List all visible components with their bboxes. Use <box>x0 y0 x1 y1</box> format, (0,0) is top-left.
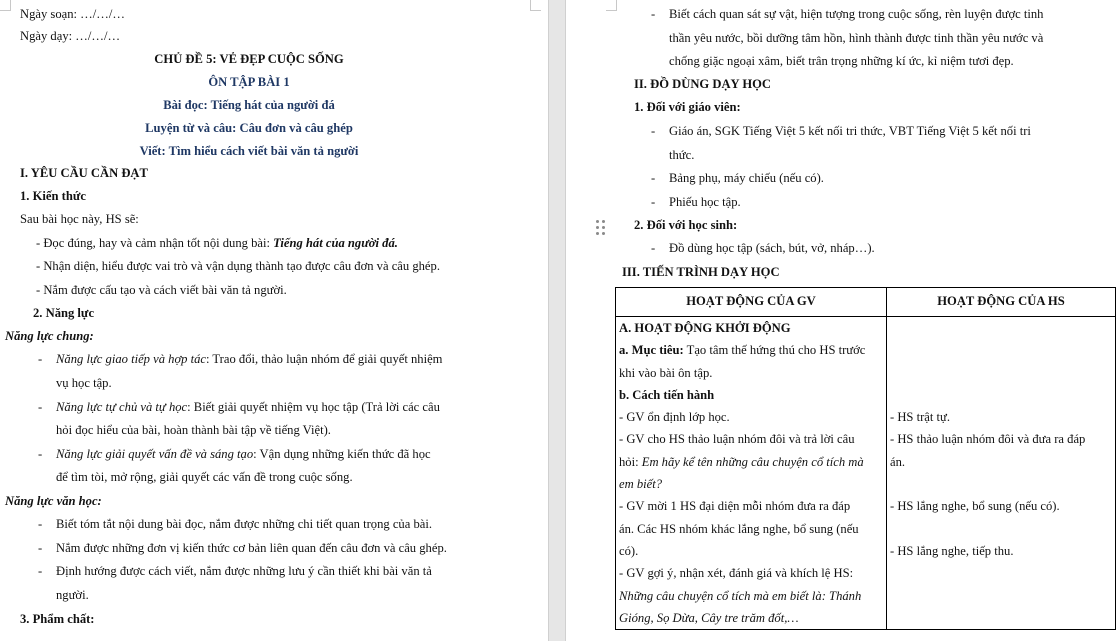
student-activity-cell <box>887 317 1116 630</box>
knowledge-item-1: - Đọc đúng, hay và cảm nhận tốt nội dung bài: Tiếng hát của người đá. <box>36 236 398 250</box>
dash-marker: - <box>651 7 656 21</box>
question-line: hỏi: Em hãy kể tên những câu chuyện cổ tích mà <box>619 454 864 469</box>
competence-item-3-cont: để tìm tòi, mở rộng, giải quyết các vấn đề trong cuộc sống. <box>56 470 353 484</box>
grammar-title: Luyện từ và câu: Câu đơn và câu ghép <box>145 121 353 135</box>
table-header-row <box>616 288 1116 317</box>
table-line: - HS lắng nghe, tiếp thu. <box>890 543 1014 558</box>
subheading-competence: 2. Năng lực <box>33 306 95 320</box>
competence-item-1: Năng lực giao tiếp và hợp tác: Trao đổi, thảo luận nhóm để giải quyết nhiệm <box>56 352 443 366</box>
objective-line: a. Mục tiêu: Tạo tâm thế hứng thú cho HS trước <box>619 343 866 358</box>
table-line <box>890 384 1112 406</box>
literary-item-2: Nắm được những đơn vị kiến thức cơ bản liên quan đến câu đơn và câu ghép. <box>56 541 447 555</box>
table-line: án. <box>890 454 906 469</box>
teacher-item-1: Giáo án, SGK Tiếng Việt 5 kết nối tri thức, VBT Tiếng Việt 5 kết nối tri <box>669 124 1031 138</box>
teacher-item-1-cont: thức. <box>669 148 695 162</box>
knowledge-item-2: - Nhận diện, hiểu được vai trò và vận dụng thành tạo được câu đơn và câu ghép. <box>36 259 440 273</box>
subheading-student: 2. Đối với học sinh: <box>634 218 738 232</box>
dash-marker: - <box>651 241 656 255</box>
dash-marker: - <box>38 517 43 531</box>
teacher-activity-cell <box>616 317 887 630</box>
dash-marker: - <box>38 564 43 578</box>
quality-item-1-cont1: thần yêu nước, bồi dưỡng tâm hồn, hình thành được tinh thần yêu nước và <box>669 31 1044 45</box>
table-line: - HS lắng nghe, bổ sung (nếu có). <box>890 499 1060 514</box>
section-heading-materials: II. ĐỒ DÙNG DẠY HỌC <box>634 77 772 91</box>
competence-item-2: Năng lực tự chủ và tự học: Biết giải quyết nhiệm vụ học tập (Trả lời các câu <box>56 400 440 414</box>
dash-marker: - <box>651 124 656 138</box>
dash-marker: - <box>38 541 43 555</box>
table-line: - GV ổn định lớp học. <box>619 410 730 425</box>
table-line: - HS thảo luận nhóm đôi và đưa ra đáp <box>890 432 1086 447</box>
intro-text: Sau bài học này, HS sẽ: <box>20 212 139 226</box>
page-gutter <box>548 0 566 641</box>
dash-marker: - <box>38 400 43 414</box>
page-corner-mark <box>0 0 11 11</box>
table-line <box>890 518 1112 540</box>
table-line: - HS trật tự. <box>890 410 950 425</box>
table-line: em biết? <box>619 477 663 492</box>
page-corner-mark <box>530 0 541 11</box>
ngay-day: Ngày dạy: …/…/… <box>20 29 121 43</box>
story-title: Tiếng hát của người đá. <box>273 236 398 250</box>
activity-heading: A. HOẠT ĐỘNG KHỞI ĐỘNG <box>619 321 791 335</box>
quality-item-1: Biết cách quan sát sự vật, hiện tượng trong cuộc sống, rèn luyện được tinh <box>669 7 1044 21</box>
drag-handle-icon[interactable] <box>596 220 606 236</box>
procedure-heading: b. Cách tiến hành <box>619 387 715 402</box>
teacher-item-3: Phiếu học tập. <box>669 195 741 209</box>
subheading-knowledge: 1. Kiến thức <box>20 189 86 203</box>
table-line <box>890 317 1112 339</box>
topic-title: CHỦ ĐỀ 5: VẺ ĐẸP CUỘC SỐNG <box>154 52 344 66</box>
quality-item-1-cont2: chống giặc ngoại xâm, biết trân trọng những kí ức, kỉ niệm tươi đẹp. <box>669 54 1014 68</box>
section-heading-process: III. TIẾN TRÌNH DẠY HỌC <box>622 265 780 279</box>
table-row <box>616 317 1116 630</box>
table-line: khi vào bài ôn tập. <box>619 365 713 380</box>
ngay-soan: Ngày soạn: …/…/… <box>20 7 125 21</box>
header-student-activity: HOẠT ĐỘNG CỦA HS <box>887 288 1116 317</box>
table-line <box>890 473 1112 495</box>
table-line: - GV gợi ý, nhận xét, đánh giá và khích lệ HS: <box>619 566 854 581</box>
table-line <box>890 562 1112 584</box>
table-line: - GV mời 1 HS đại diện mỗi nhóm đưa ra đáp <box>619 499 851 514</box>
dash-marker: - <box>651 195 656 209</box>
dash-marker: - <box>38 352 43 366</box>
table-line <box>890 339 1112 361</box>
subheading-qualities: 3. Phẩm chất: <box>20 612 95 626</box>
competence-item-2-cont: hỏi đọc hiểu của bài, hoàn thành bài tập về tiếng Việt). <box>56 423 331 437</box>
table-line: Những câu chuyện cổ tích mà em biết là: Thánh <box>619 588 862 603</box>
reading-title: Bài đọc: Tiếng hát của người đá <box>163 98 335 112</box>
teacher-item-2: Bảng phụ, máy chiếu (nếu có). <box>669 171 824 185</box>
table-line: - GV cho HS thảo luận nhóm đôi và trả lời câu <box>619 432 855 447</box>
competence-item-1-cont: vụ học tập. <box>56 376 112 390</box>
literary-item-1: Biết tóm tắt nội dung bài đọc, nắm được những chi tiết quan trọng của bài. <box>56 517 433 531</box>
literary-item-3-cont: người. <box>56 588 89 602</box>
table-line: có). <box>619 543 639 558</box>
table-line: Gióng, Sọ Dừa, Cây tre trăm đốt,… <box>619 610 799 625</box>
header-teacher-activity: HOẠT ĐỘNG CỦA GV <box>616 288 887 317</box>
literary-competence-heading: Năng lực văn học: <box>5 494 102 508</box>
subheading-teacher: 1. Đối với giáo viên: <box>634 100 741 114</box>
page-corner-mark <box>606 0 617 11</box>
activity-table <box>615 287 1116 630</box>
table-line <box>890 362 1112 384</box>
table-line: án. Các HS nhóm khác lắng nghe, bổ sung (nếu <box>619 521 859 536</box>
table-line <box>890 607 1112 629</box>
review-title: ÔN TẬP BÀI 1 <box>208 75 290 89</box>
section-heading-requirements: I. YÊU CẦU CẦN ĐẠT <box>20 166 148 180</box>
table-line <box>890 585 1112 607</box>
knowledge-item-3: - Nắm được cấu tạo và cách viết bài văn tả người. <box>36 283 287 297</box>
writing-title: Viết: Tìm hiểu cách viết bài văn tả người <box>139 144 359 158</box>
dash-marker: - <box>38 447 43 461</box>
document-page-left <box>0 0 548 641</box>
competence-item-3: Năng lực giải quyết vấn đề và sáng tạo: Vận dụng những kiến thức đã học <box>56 447 431 461</box>
student-item-1: Đồ dùng học tập (sách, bút, vở, nháp…). <box>669 241 875 255</box>
literary-item-3: Định hướng được cách viết, nắm được những lưu ý cần thiết khi bài văn tả <box>56 564 432 578</box>
general-competence-heading: Năng lực chung: <box>5 329 94 343</box>
dash-marker: - <box>651 171 656 185</box>
